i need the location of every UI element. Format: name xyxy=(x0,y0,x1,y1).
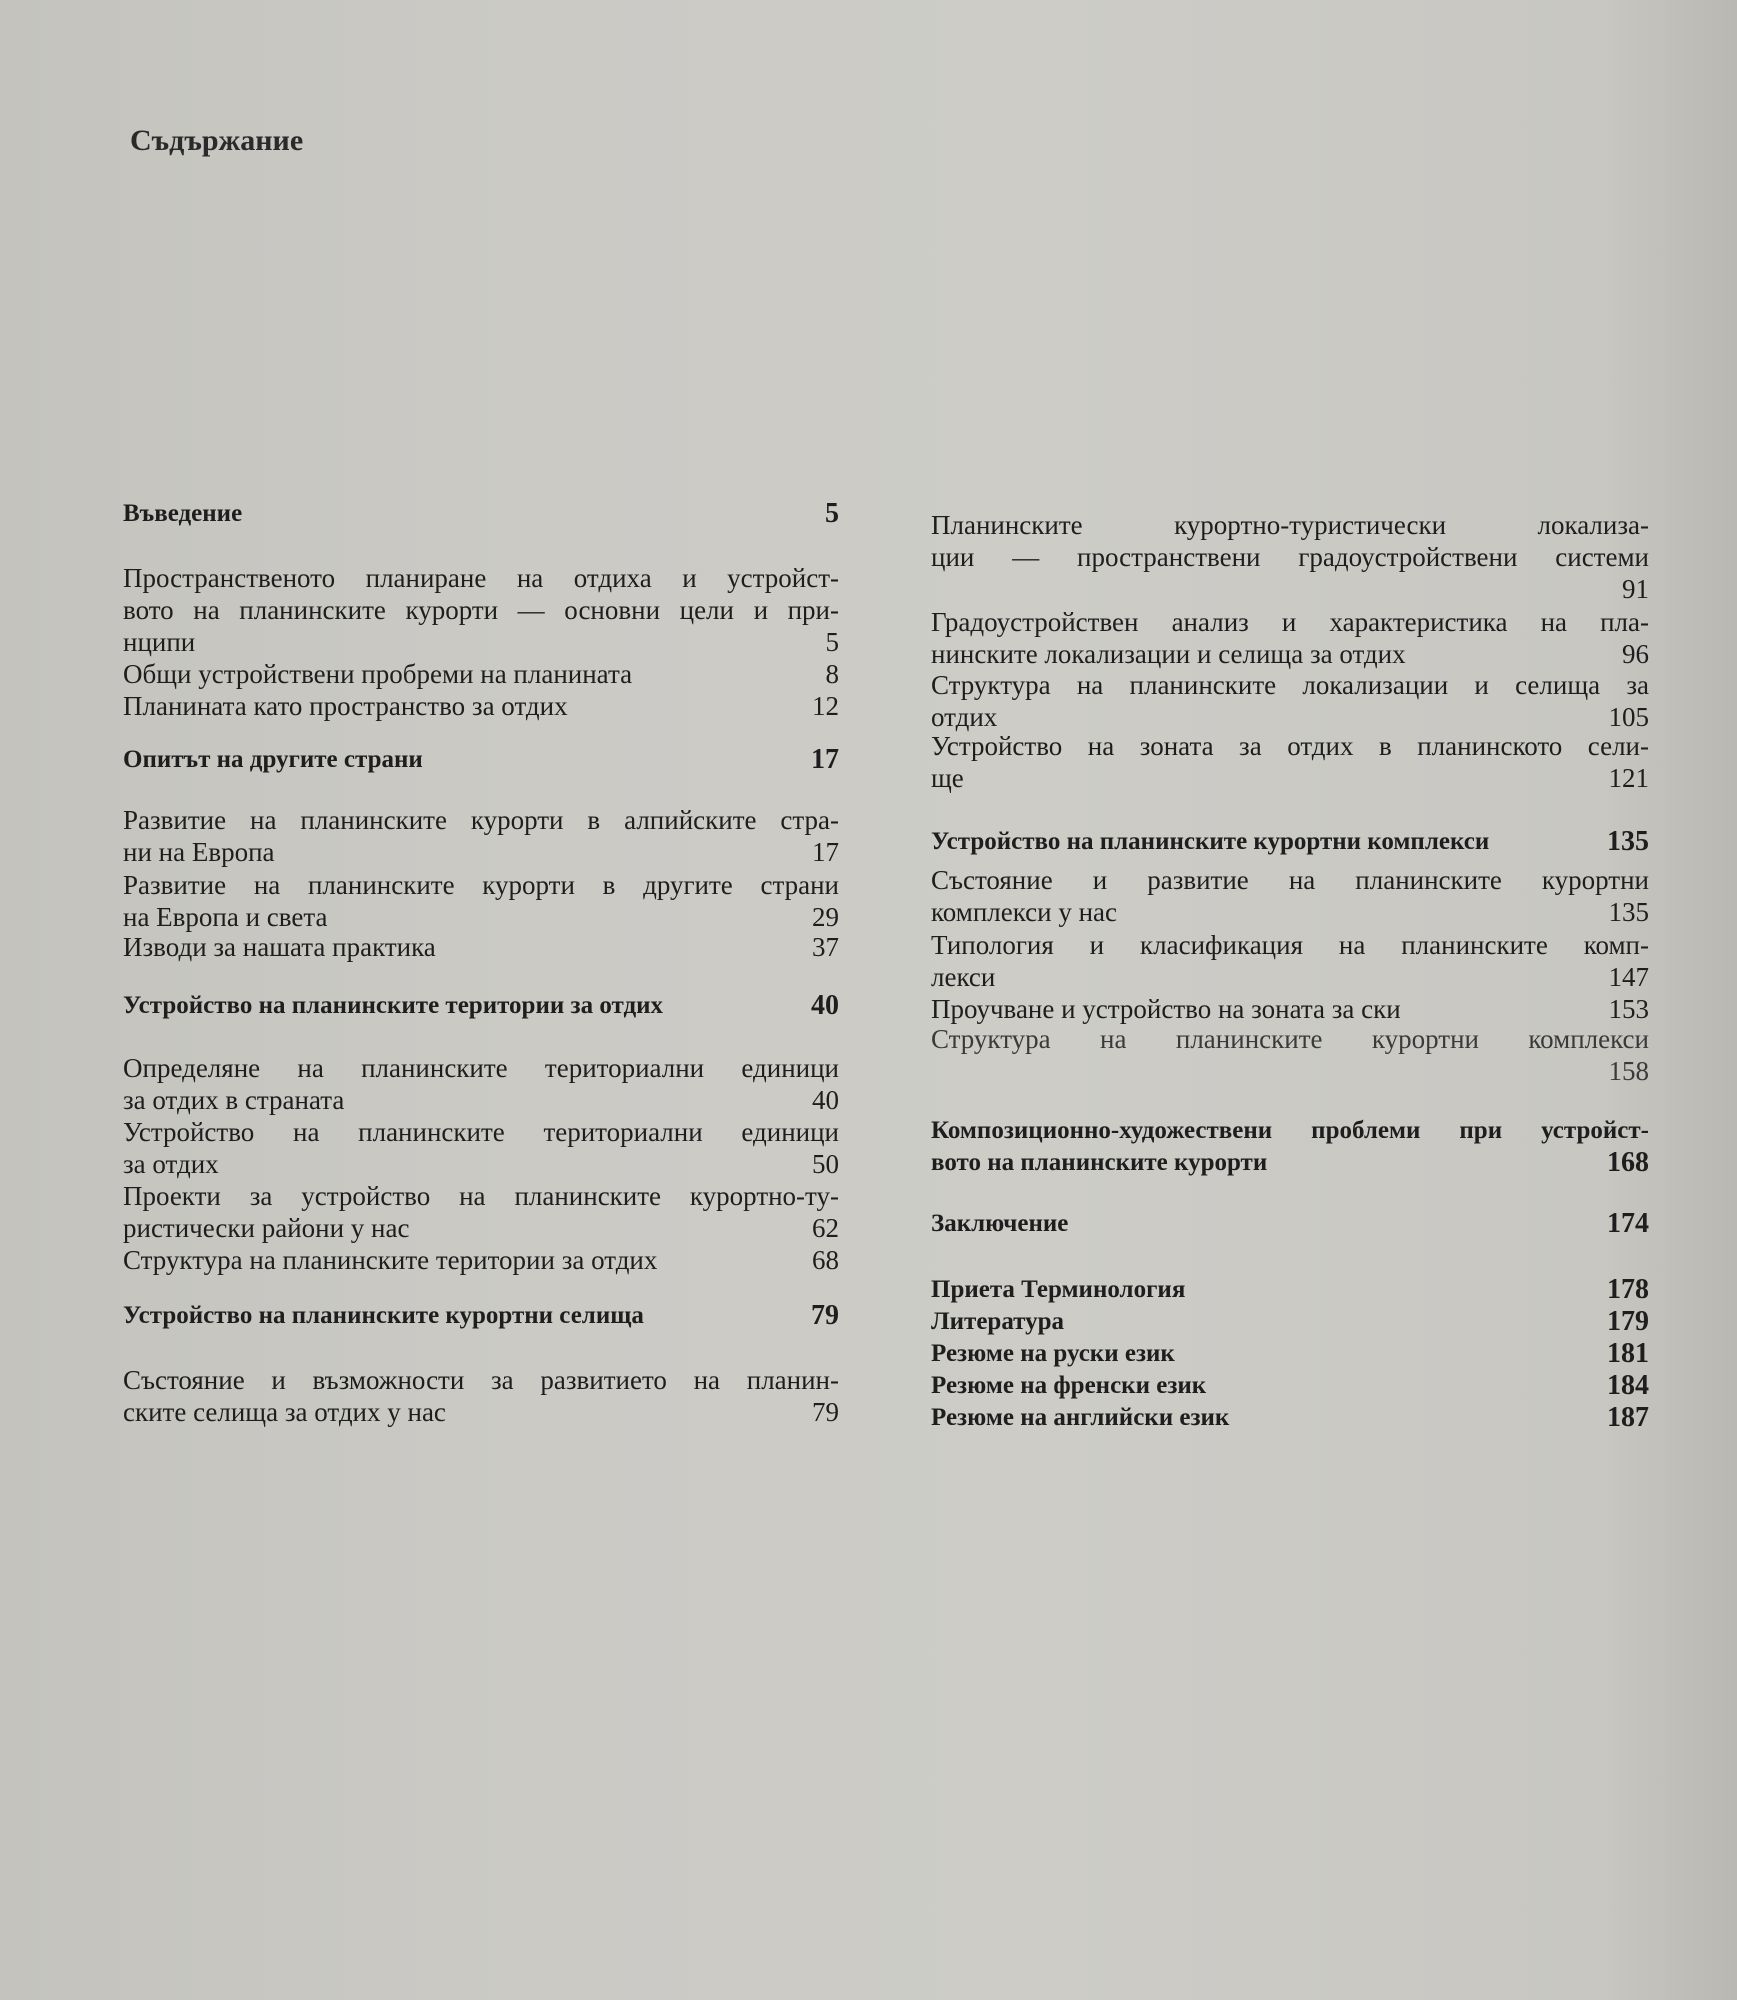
toc-page-number: 5 xyxy=(825,498,839,529)
toc-entry-title: Проучване и устройство на зоната за ски xyxy=(931,994,1401,1024)
toc-page-number: 147 xyxy=(1608,962,1649,992)
toc-page-number: 29 xyxy=(812,902,839,932)
toc-entry xyxy=(123,1244,839,1276)
toc-entry-line xyxy=(931,638,1649,670)
toc-section-heading xyxy=(123,498,839,530)
toc-entry-line: Развитие на планинските курорти в алпийските стра- xyxy=(123,805,839,835)
toc-page-number: 8 xyxy=(825,659,839,689)
toc-entry xyxy=(123,658,839,690)
toc-page-number: 50 xyxy=(812,1149,839,1179)
toc-entry xyxy=(123,931,839,963)
toc-entry-title: ристически райони у нас xyxy=(123,1213,410,1243)
toc-entry xyxy=(931,864,1649,928)
toc-entry-title: Приета Терминология xyxy=(931,1276,1186,1303)
toc-entry-title: Резюме на английски език xyxy=(931,1404,1230,1431)
toc-page-number: 184 xyxy=(1607,1370,1649,1401)
toc-entry xyxy=(123,1180,839,1244)
toc-entry xyxy=(123,1116,839,1180)
toc-section-heading xyxy=(123,744,839,776)
toc-entry-line xyxy=(123,1300,839,1332)
toc-page-number: 179 xyxy=(1607,1306,1649,1337)
toc-page-number: 135 xyxy=(1608,897,1649,927)
toc-entry-line xyxy=(931,1338,1649,1370)
toc-section-heading xyxy=(123,990,839,1022)
toc-entry xyxy=(123,1364,839,1428)
toc-page-number: 40 xyxy=(812,1085,839,1115)
toc-entry-line xyxy=(931,1306,1649,1338)
toc-entry-line xyxy=(123,836,839,868)
toc-entry-line: Структура на планинските курортни комплекси xyxy=(931,1024,1649,1054)
toc-page-number: 174 xyxy=(1607,1208,1649,1239)
toc-entry-line: Проекти за устройство на планинските курортно-ту- xyxy=(123,1181,839,1211)
toc-entry-line xyxy=(931,1274,1649,1306)
toc-page-number: 17 xyxy=(811,744,839,775)
toc-entry-title: за отдих xyxy=(123,1149,219,1179)
toc-entry-line xyxy=(123,1244,839,1276)
toc-section-heading xyxy=(931,826,1649,858)
toc-entry-title: ни на Европа xyxy=(123,837,275,867)
toc-entry-title: нципи xyxy=(123,627,196,657)
toc-entry-line: Определяне на планинските териториални единици xyxy=(123,1053,839,1083)
toc-entry-line xyxy=(123,931,839,963)
toc-page-number: 37 xyxy=(812,932,839,962)
toc-entry-line: Композиционно-художествени проблеми при устройст- xyxy=(931,1117,1649,1144)
toc-entry-line xyxy=(931,993,1649,1025)
toc-page-number: 178 xyxy=(1607,1274,1649,1305)
toc-entry-line: Развитие на планинските курорти в другите страни xyxy=(123,870,839,900)
toc-page-number: 68 xyxy=(812,1245,839,1275)
toc-entry-line: Състояние и възможности за развитието на планин- xyxy=(123,1365,839,1395)
toc-entry-line xyxy=(123,901,839,933)
toc-entry-line: Градоустройствен анализ и характеристика на пла- xyxy=(931,607,1649,637)
toc-page-number: 79 xyxy=(811,1300,839,1331)
toc-entry-line xyxy=(123,626,839,658)
toc-page-number: 40 xyxy=(811,990,839,1021)
toc-entry-title: Планината като пространство за отдих xyxy=(123,691,568,721)
toc-entry xyxy=(931,929,1649,993)
toc-section-heading xyxy=(123,1300,839,1332)
toc-entry-title: Заключение xyxy=(931,1210,1069,1237)
toc-entry-line: Състояние и развитие на планинските курортни xyxy=(931,865,1649,895)
toc-entry-title: Опитът на другите страни xyxy=(123,746,423,773)
toc-entry-line xyxy=(931,1208,1649,1240)
toc-entry-title: Въведение xyxy=(123,500,243,527)
toc-entry-title: Устройство на планинските територии за отдих xyxy=(123,992,663,1019)
toc-entry-line xyxy=(123,690,839,722)
toc-entry-title: Резюме на руски език xyxy=(931,1340,1175,1367)
toc-page-number: 153 xyxy=(1608,994,1649,1024)
toc-entry xyxy=(123,690,839,722)
toc-entry-line xyxy=(931,961,1649,993)
toc-section-heading xyxy=(931,1402,1649,1434)
toc-entry-title: ските селища за отдих у нас xyxy=(123,1397,446,1427)
toc-page-number: 105 xyxy=(1608,702,1649,732)
toc-entry-line xyxy=(123,498,839,530)
toc-entry-line: Устройство на зоната за отдих в планинското сели- xyxy=(931,731,1649,761)
toc-entry-line xyxy=(931,896,1649,928)
toc-entry-title: Резюме на френски език xyxy=(931,1372,1207,1399)
toc-entry-line: Структура на планинските локализации и селища за xyxy=(931,670,1649,700)
toc-entry-line: вото на планинските курорти — основни цели и при- xyxy=(123,595,839,625)
toc-entry-title: вото на планинските курорти xyxy=(931,1149,1268,1176)
toc-page-number: 187 xyxy=(1607,1402,1649,1433)
toc-page-number: 168 xyxy=(1607,1147,1649,1178)
toc-entry-line xyxy=(123,1212,839,1244)
toc-page-number: 135 xyxy=(1607,826,1649,857)
toc-page-number: 5 xyxy=(825,627,839,657)
toc-section-heading xyxy=(931,1306,1649,1338)
toc-entry-line xyxy=(123,1084,839,1116)
toc-entry-line xyxy=(123,744,839,776)
toc-entry-line xyxy=(931,762,1649,794)
toc-entry-line: Планинските курортно-туристически локализа- xyxy=(931,510,1649,540)
toc-entry xyxy=(931,1023,1649,1087)
toc-page-number: 62 xyxy=(812,1213,839,1243)
toc-entry-title: нинските локализации и селища за отдих xyxy=(931,639,1406,669)
toc-entry-title: Общи устройствени пробреми на планината xyxy=(123,659,633,689)
toc-entry-title: лекси xyxy=(931,962,996,992)
toc-section-heading xyxy=(931,1338,1649,1370)
toc-entry xyxy=(931,509,1649,605)
toc-page-number: 96 xyxy=(1622,639,1649,669)
toc-entry xyxy=(931,606,1649,670)
toc-page-number: 121 xyxy=(1608,763,1649,793)
toc-page-number: 79 xyxy=(812,1397,839,1427)
toc-entry xyxy=(931,730,1649,794)
toc-entry xyxy=(123,804,839,868)
toc-entry-line xyxy=(123,1148,839,1180)
toc-entry xyxy=(931,993,1649,1025)
toc-entry-line xyxy=(123,658,839,690)
toc-entry-title: Устройство на планинските курортни селища xyxy=(123,1302,644,1329)
toc-entry xyxy=(123,562,839,658)
toc-page-number: 91 xyxy=(1622,574,1649,604)
toc-page-number: 181 xyxy=(1607,1338,1649,1369)
toc-entry-title: Устройство на планинските курортни комплекси xyxy=(931,828,1490,855)
toc-entry-title: комплекси у нас xyxy=(931,897,1118,927)
toc-entry-line xyxy=(931,1402,1649,1434)
toc-entry-line xyxy=(123,990,839,1022)
toc-entry-line: Устройство на планинските териториални единици xyxy=(123,1117,839,1147)
toc-section-heading xyxy=(931,1115,1649,1179)
toc-entry-line xyxy=(931,1055,1649,1087)
toc-page-number: 158 xyxy=(1608,1056,1649,1086)
toc-entry-line xyxy=(931,826,1649,858)
toc-entry-title: на Европа и света xyxy=(123,902,328,932)
toc-entry-line xyxy=(931,1147,1649,1179)
toc-page-number: 17 xyxy=(812,837,839,867)
toc-page-number: 12 xyxy=(812,691,839,721)
toc-entry-title: отдих xyxy=(931,702,998,732)
toc-entry xyxy=(123,869,839,933)
page-title: Съдържание xyxy=(130,124,304,157)
toc-entry-line xyxy=(123,1396,839,1428)
toc-entry-line xyxy=(931,573,1649,605)
toc-entry-title: Литература xyxy=(931,1308,1065,1335)
toc-entry-line xyxy=(931,1370,1649,1402)
toc-entry-line: Типология и класификация на планинските комп- xyxy=(931,930,1649,960)
toc-entry-title: Структура на планинските територии за отдих xyxy=(123,1245,658,1275)
toc-entry-title: ще xyxy=(931,763,964,793)
toc-entry-title: за отдих в страната xyxy=(123,1085,345,1115)
toc-section-heading xyxy=(931,1274,1649,1306)
toc-section-heading xyxy=(931,1208,1649,1240)
toc-entry-line: Пространственото планиране на отдиха и устройст- xyxy=(123,563,839,593)
toc-entry xyxy=(931,669,1649,733)
toc-entry-title: Изводи за нашата практика xyxy=(123,932,436,962)
toc-entry-line: ции — пространствени градоустройствени системи xyxy=(931,542,1649,572)
toc-entry-line xyxy=(931,701,1649,733)
toc-section-heading xyxy=(931,1370,1649,1402)
toc-entry xyxy=(123,1052,839,1116)
